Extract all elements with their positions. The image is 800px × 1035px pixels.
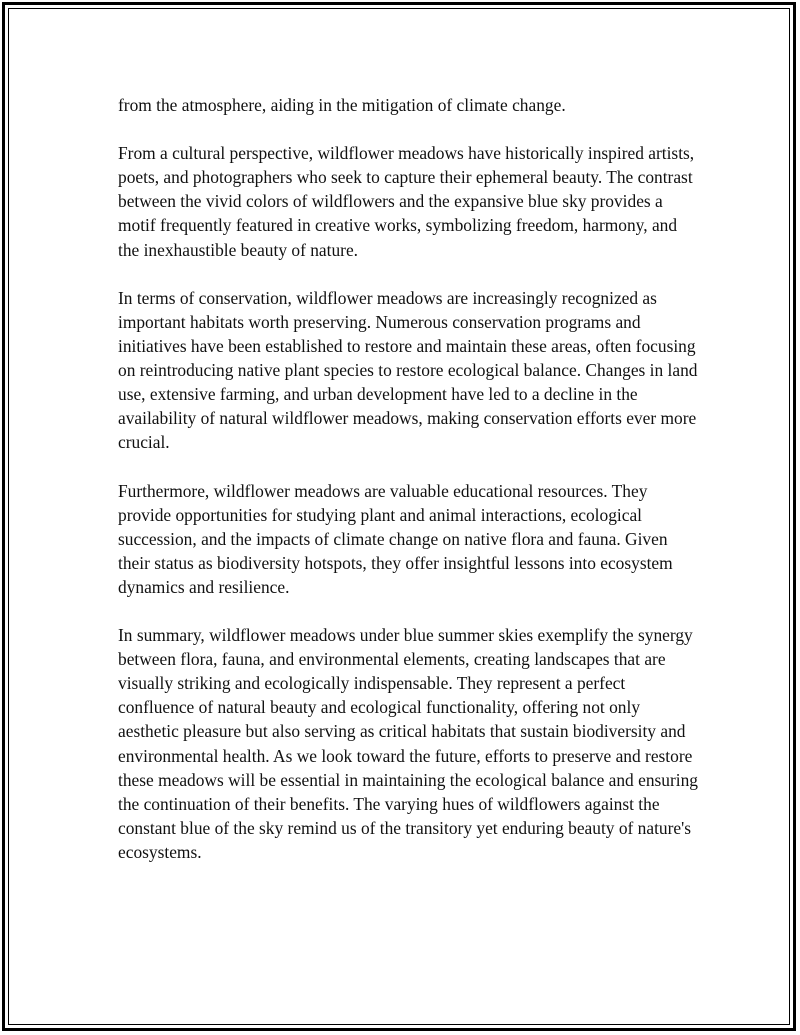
paragraph-summary: In summary, wildflower meadows under blue summer skies exemplify the synergy between flora, fauna, and environmental elements, creating landscapes that are visually striking and ecologically indispensable. They represent a perfect confluence of natural beauty and ecological functionality, offering not only aesthetic pleasure but also serving as critical habitats that sustain biodiversity and environmental health. As we look toward the future, efforts to preserve and restore these meadows will be essential in maintaining the ecological balance and ensuring the continuation of their benefits. The varying hues of wildflowers against the constant blue of the sky remind us of the transitory yet enduring beauty of nature's ecosystems. <box>118 625 698 862</box>
paragraph-education: Furthermore, wildflower meadows are valuable educational resources. They provide opportunities for studying plant and animal interactions, ecological succession, and the impacts of climate change on native flora and fauna. Given their status as biodiversity hotspots, they offer insightful lessons into ecosystem dynamics and resilience. <box>118 480 673 597</box>
paragraph-conservation: In terms of conservation, wildflower meadows are increasingly recognized as important habitats worth preserving. Numerous conservation programs and initiatives have been established to restore and maintain these areas, often focusing on reintroducing native plant species to restore ecological balance. Changes in land use, extensive farming, and urban development have led to a decline in the availability of natural wildflower meadows, making conservation efforts ever more crucial. <box>118 287 698 453</box>
paragraph-continuation: from the atmosphere, aiding in the mitigation of climate change. <box>118 95 566 115</box>
document-body <box>118 93 698 888</box>
paragraph-cultural-perspective: From a cultural perspective, wildflower meadows have historically inspired artists, poets, and photographers who seek to capture their ephemeral beauty. The contrast between the vivid colors of wildflowers and the expansive blue sky provides a motif frequently featured in creative works, symbolizing freedom, harmony, and the inexhaustible beauty of nature. <box>118 143 695 260</box>
